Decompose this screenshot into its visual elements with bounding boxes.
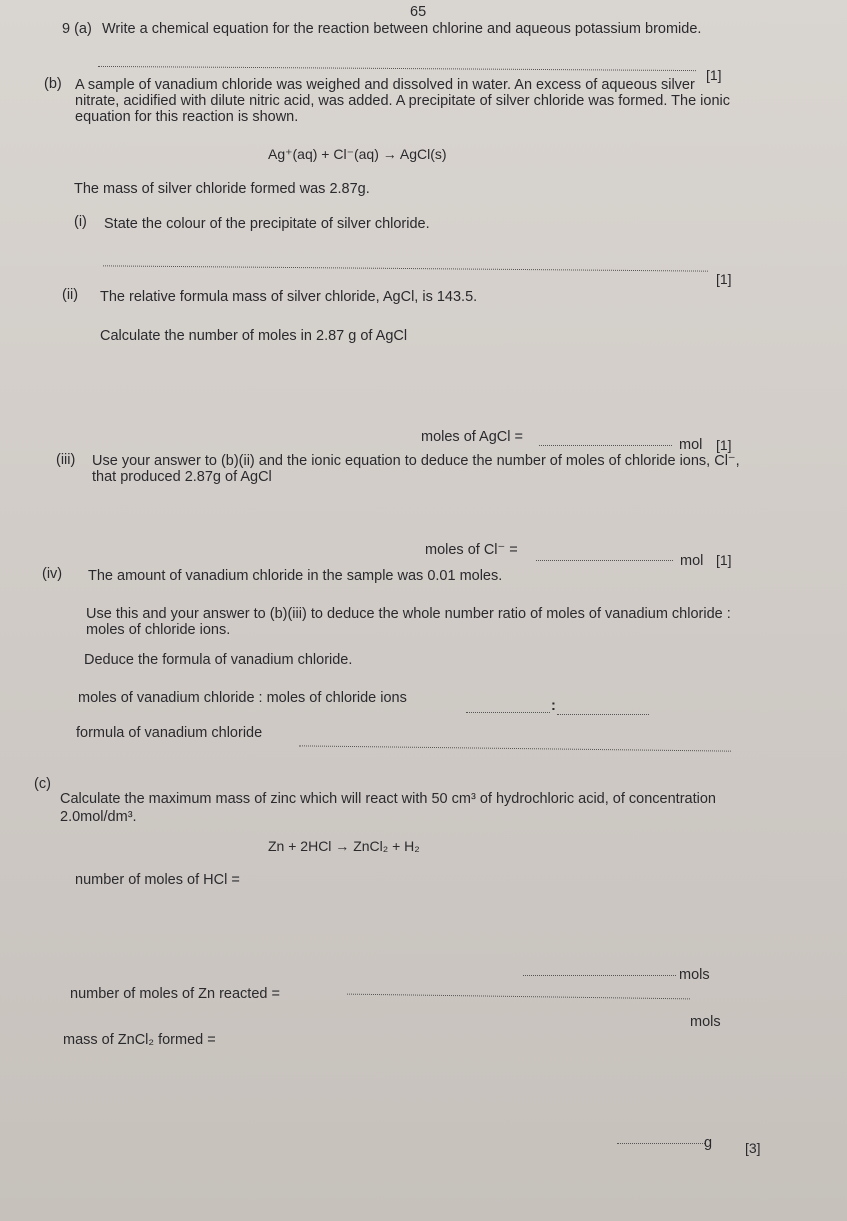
- question-9b-iii-text: Use your answer to (b)(ii) and the ionic equation to deduce the number of moles of chloride ions, Cl⁻, that produced 2.87g of AgCl: [92, 453, 740, 485]
- question-9b-iv-label: (iv): [42, 566, 63, 582]
- ionic-equation: Ag⁺(aq) + Cl⁻(aq) → AgCl(s): [268, 146, 447, 162]
- mass-zncl2-label: mass of ZnCl₂ formed =: [63, 1032, 216, 1048]
- formula-label: formula of vanadium chloride: [76, 725, 263, 741]
- moles-hcl-label: number of moles of HCl =: [75, 872, 240, 888]
- moles-chloride-answer-line[interactable]: [536, 560, 673, 561]
- mass-zncl2-unit: g: [704, 1135, 713, 1151]
- moles-agcl-unit: mol: [679, 437, 703, 453]
- question-9b-iv-instruction: Use this and your answer to (b)(iii) to deduce the whole number ratio of moles of vanadium chloride : moles of chloride ions.: [86, 606, 731, 638]
- moles-chloride-label: moles of Cl⁻ =: [425, 542, 518, 558]
- ratio-answer-line-1[interactable]: [466, 712, 550, 713]
- question-9b-iv-text: The amount of vanadium chloride in the sample was 0.01 moles.: [88, 568, 503, 584]
- moles-zn-unit: mols: [690, 1014, 721, 1030]
- moles-zn-answer-line[interactable]: [347, 994, 690, 1000]
- mark-9b-i: [1]: [716, 271, 732, 287]
- question-9a-text: Write a chemical equation for the reaction between chlorine and aqueous potassium bromide.: [102, 21, 702, 37]
- formula-answer-line[interactable]: [299, 745, 731, 751]
- question-9b-label: (b): [44, 76, 62, 92]
- moles-agcl-answer-line[interactable]: [539, 445, 672, 446]
- zinc-equation: Zn + 2HCl → ZnCl₂ + H₂: [268, 838, 420, 854]
- moles-chloride-unit: mol: [680, 553, 704, 569]
- answer-line-9a[interactable]: [98, 66, 696, 71]
- ratio-answer-line-2[interactable]: [557, 714, 649, 715]
- moles-hcl-unit: mols: [679, 967, 710, 983]
- question-9a-label: 9 (a): [62, 21, 92, 37]
- question-9c-text: Calculate the maximum mass of zinc which will react with 50 cm³ of hydrochloric acid, of concentration 2.0mol/dm³.: [60, 791, 716, 825]
- question-9b-ii-text: The relative formula mass of silver chloride, AgCl, is 143.5.: [100, 289, 478, 305]
- answer-line-9b-i[interactable]: [103, 265, 708, 271]
- question-9b-intro: A sample of vanadium chloride was weighed and dissolved in water. An excess of aqueous silver nitrate, acidified with dilute nitric acid, was added. A precipitate of silver chloride was formed. The ionic equation for this reaction is shown.: [75, 77, 730, 125]
- question-9b-i-text: State the colour of the precipitate of silver chloride.: [104, 216, 430, 232]
- mass-statement: The mass of silver chloride formed was 2.87g.: [74, 181, 370, 197]
- moles-zn-label: number of moles of Zn reacted =: [70, 986, 280, 1002]
- mass-zncl2-answer-line[interactable]: [617, 1143, 705, 1144]
- moles-agcl-label: moles of AgCl =: [421, 429, 523, 445]
- question-9c-label: (c): [34, 776, 51, 792]
- question-9b-iii-label: (iii): [56, 452, 76, 468]
- mark-9a: [1]: [706, 67, 722, 83]
- mark-9b-ii: [1]: [716, 437, 732, 453]
- moles-hcl-answer-line[interactable]: [523, 975, 676, 976]
- question-9b-iv-instruction2: Deduce the formula of vanadium chloride.: [84, 652, 353, 668]
- question-9b-ii-label: (ii): [62, 287, 79, 303]
- mark-9b-iii: [1]: [716, 552, 732, 568]
- ratio-separator: :: [551, 698, 556, 714]
- ratio-label: moles of vanadium chloride : moles of chloride ions: [78, 690, 407, 706]
- mark-9c: [3]: [745, 1140, 761, 1156]
- question-9b-i-label: (i): [74, 214, 87, 230]
- question-9b-ii-instruction: Calculate the number of moles in 2.87 g of AgCl: [100, 328, 408, 344]
- page-number: 65: [410, 4, 427, 20]
